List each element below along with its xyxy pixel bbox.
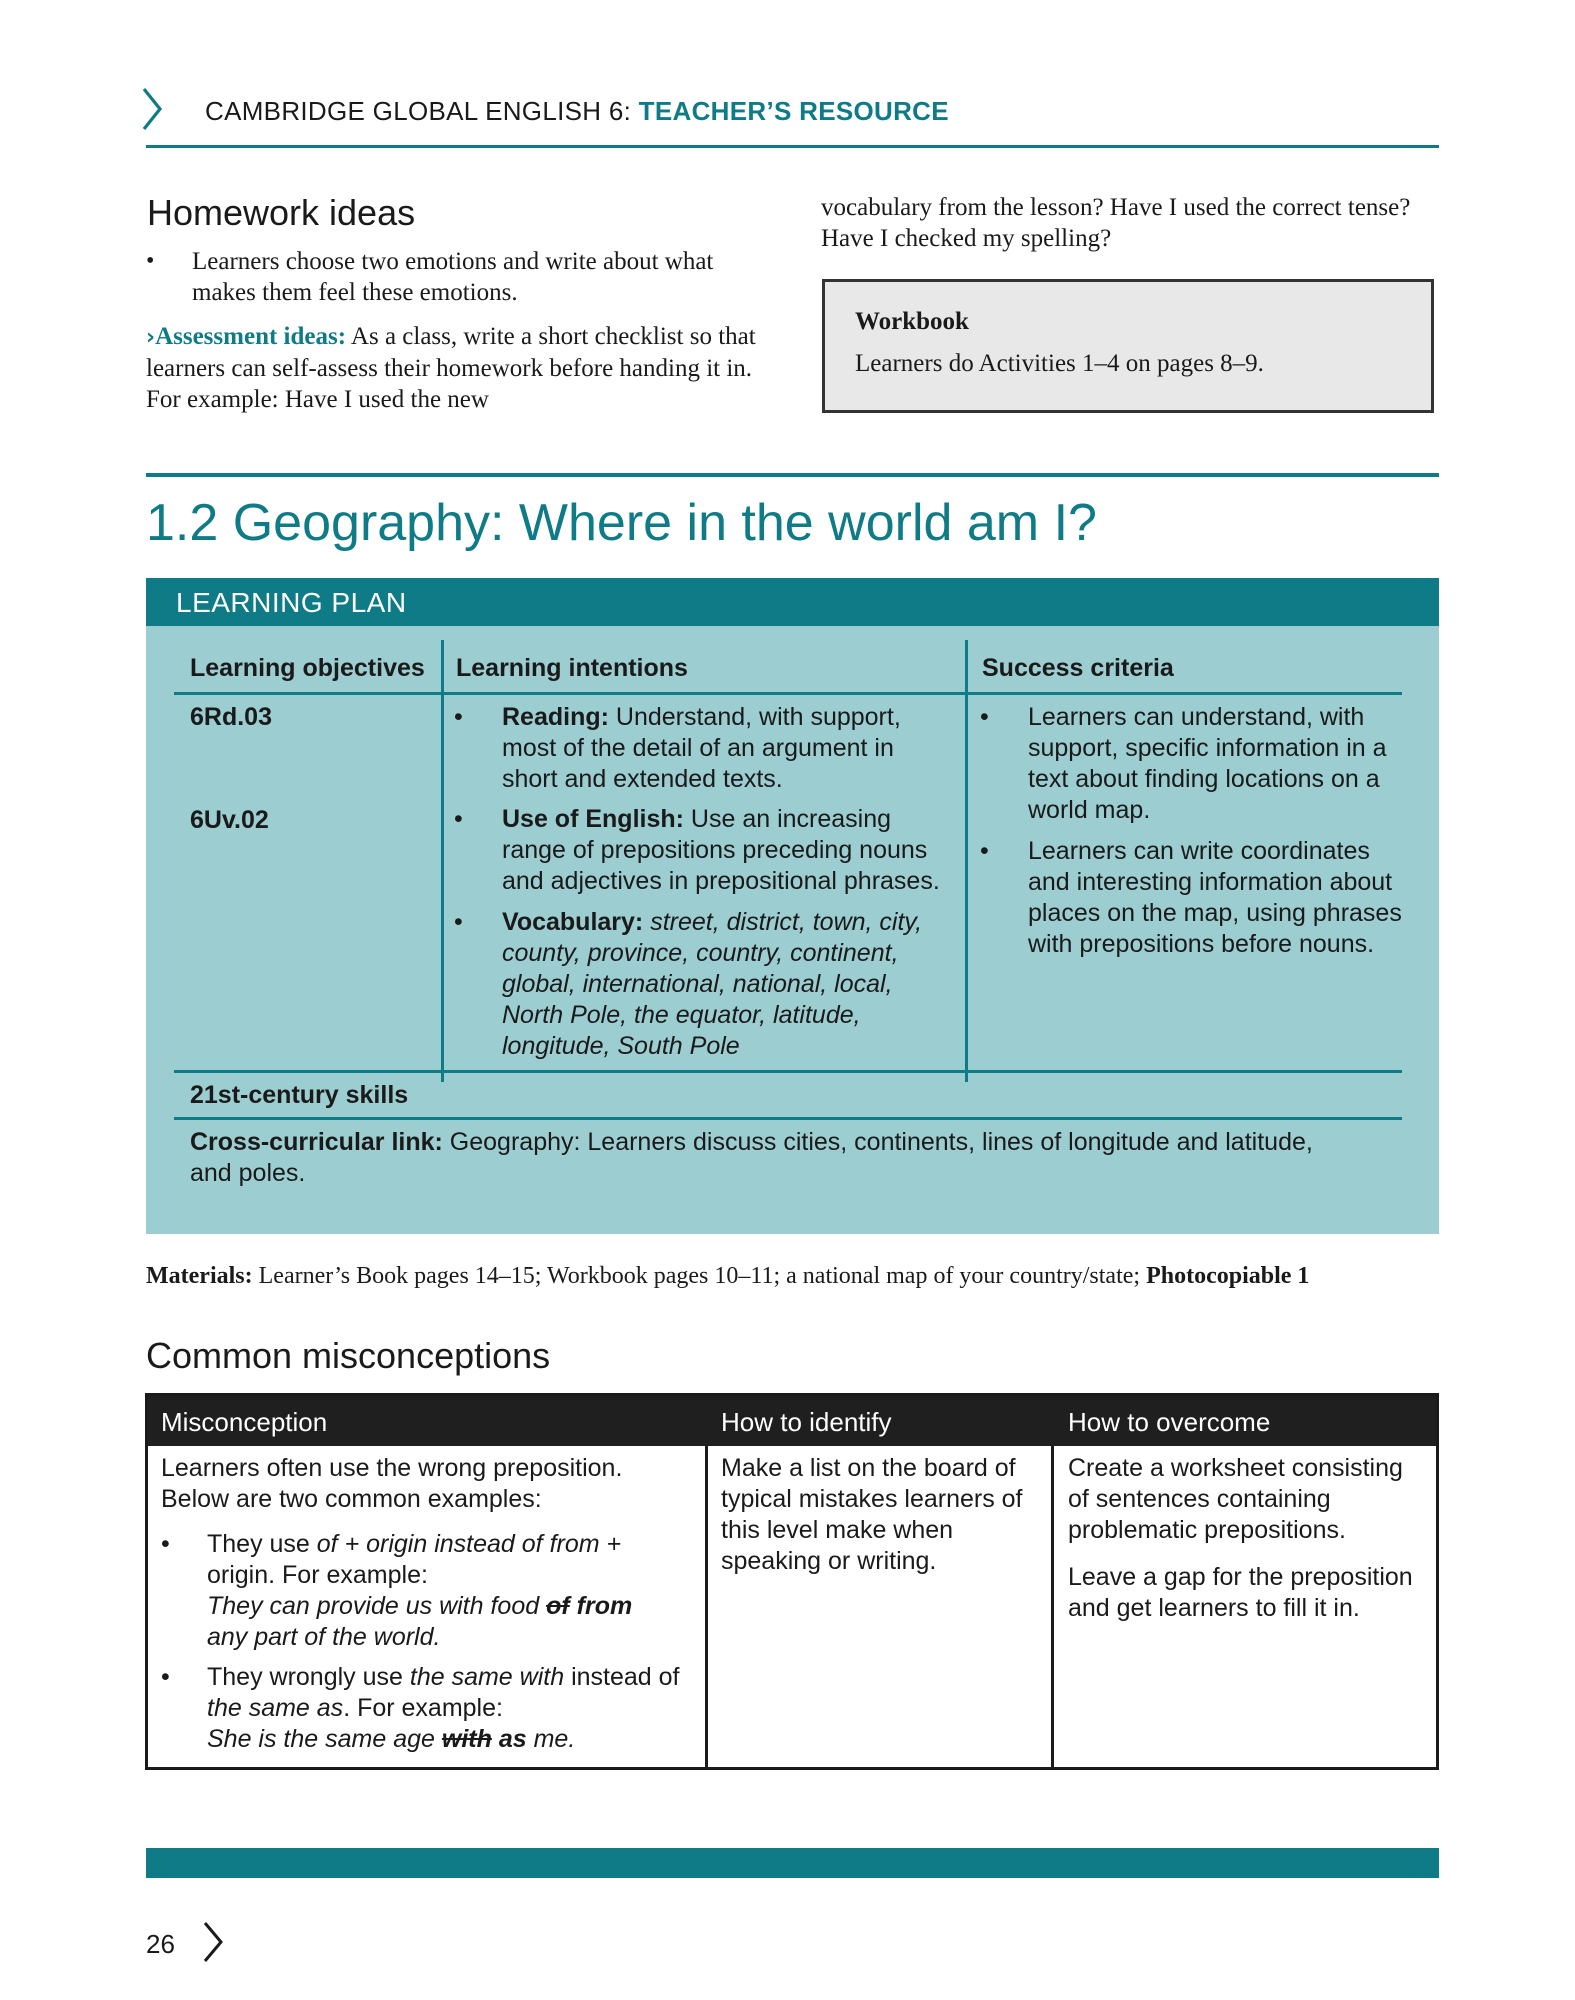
ex1-strike: of xyxy=(546,1592,570,1620)
intention-item xyxy=(454,702,952,795)
header-title xyxy=(205,96,949,127)
ex2-c: instead of xyxy=(564,1663,680,1691)
lp-header-rule xyxy=(174,692,1402,695)
homework-heading: Homework ideas xyxy=(147,192,416,233)
footer-bar xyxy=(146,1848,1439,1878)
chevron-right-icon: › xyxy=(146,325,156,350)
homework-bullet: • xyxy=(146,248,155,274)
ex2-bold: as xyxy=(491,1725,527,1753)
misconception-example xyxy=(161,1529,687,1653)
cross-label: Cross-curricular link: xyxy=(190,1128,443,1156)
ex2-f: She is the same age xyxy=(207,1725,442,1753)
col-overcome: How to overcome xyxy=(1068,1407,1271,1437)
workbook-text: Learners do Activities 1–4 on pages 8–9. xyxy=(855,350,1264,377)
intention-item xyxy=(454,907,952,1062)
bullet: • xyxy=(161,1530,170,1558)
bullet: • xyxy=(980,837,989,865)
bullet: • xyxy=(454,703,463,731)
misconceptions-table xyxy=(145,1393,1439,1770)
ex2-d: the same as xyxy=(207,1694,344,1722)
ex1-d: They can provide us with food xyxy=(207,1592,547,1620)
identify-text: Make a list on the board of typical mistakes learners of this level make when speaking or writing. xyxy=(721,1454,1023,1575)
assessment-continued: vocabulary from the lesson? Have I used the correct tense? Have I checked my spelling? xyxy=(821,194,1411,252)
intention-text: Understand, with support, most of the detail of an argument in short and extended texts. xyxy=(502,703,901,793)
misconception-example xyxy=(161,1662,687,1755)
ex2-strike: with xyxy=(441,1725,492,1753)
chevron-right-icon xyxy=(202,1920,224,1964)
cross-text: Geography: Learners discuss cities, continents, lines of longitude and latitude, and poles. xyxy=(190,1128,1313,1187)
objective: 6Uv.02 xyxy=(190,806,269,834)
section-title: 1.2 Geography: Where in the world am I? xyxy=(146,494,1097,552)
objective: 6Rd.03 xyxy=(190,703,272,731)
learning-plan-title: LEARNING PLAN xyxy=(176,587,407,618)
ex2-b: the same with xyxy=(409,1663,565,1691)
learning-plan-body xyxy=(146,626,1439,1234)
ex1-bold: from xyxy=(569,1592,633,1620)
section-rule xyxy=(146,473,1439,477)
assessment-ideas xyxy=(146,321,776,415)
bullet: • xyxy=(454,805,463,833)
header-title-main: CAMBRIDGE GLOBAL ENGLISH 6: xyxy=(205,96,639,126)
overcome-text-2: Leave a gap for the preposition and get learners to fill it in. xyxy=(1068,1563,1413,1622)
bullet: • xyxy=(980,703,989,731)
ex1-a: They use xyxy=(207,1530,317,1558)
materials-text: Learner’s Book pages 14–15; Workbook pages 10–11; a national map of your country/state; xyxy=(252,1263,1147,1289)
intention-item xyxy=(454,804,952,897)
assessment-text: As a class, write a short checklist so that learners can self-assess their homework before handing it in. For example: Have I used the new xyxy=(146,323,756,413)
homework-item: Learners choose two emotions and write about what makes them feel these emotions. xyxy=(192,248,714,306)
chevron-right-icon xyxy=(140,86,164,132)
col-criteria: Success criteria xyxy=(982,654,1174,682)
lp-divider xyxy=(965,640,968,1082)
ex1-c: origin. For example: xyxy=(207,1561,428,1589)
criteria-text: Learners can understand, with support, specific information in a text about finding locations on a world map. xyxy=(1028,703,1387,824)
overcome-text-1: Create a worksheet consisting of sentences containing problematic prepositions. xyxy=(1068,1454,1403,1544)
skills-heading: 21st-century skills xyxy=(190,1081,409,1109)
learning-plan-bar xyxy=(146,578,1439,626)
ex1-b: of + origin instead of from + xyxy=(316,1530,622,1558)
bullet: • xyxy=(454,908,463,936)
ex2-g: me. xyxy=(526,1725,576,1753)
criteria-item xyxy=(980,702,1408,826)
materials-label: Materials: xyxy=(146,1263,253,1289)
intention-label: Use of English: xyxy=(502,805,684,833)
mc-divider xyxy=(1051,1446,1054,1770)
misconception-intro: Learners often use the wrong preposition. Below are two common examples: xyxy=(161,1454,623,1513)
lp-skills-rule-bottom xyxy=(174,1117,1402,1120)
assessment-label: Assessment ideas: xyxy=(155,323,347,350)
intention-label: Vocabulary: xyxy=(502,908,644,936)
materials xyxy=(146,1263,1309,1290)
col-objectives: Learning objectives xyxy=(190,654,425,682)
mc-divider xyxy=(705,1446,708,1770)
col-intentions: Learning intentions xyxy=(456,654,688,682)
workbook-box xyxy=(822,279,1434,413)
col-misconception: Misconception xyxy=(161,1407,328,1437)
materials-tail: Photocopiable 1 xyxy=(1146,1263,1310,1289)
ex2-e: . For example: xyxy=(343,1694,503,1722)
criteria-text: Learners can write coordinates and interesting information about places on the map, using phrases with prepositions before nouns. xyxy=(1028,837,1402,958)
intention-text: Use an increasing range of prepositions preceding nouns and adjectives in prepositional phrases. xyxy=(502,805,940,895)
criteria-item xyxy=(980,836,1408,960)
header-rule xyxy=(146,145,1439,148)
lp-skills-rule-top xyxy=(174,1070,1402,1073)
workbook-title: Workbook xyxy=(855,308,969,335)
col-identify: How to identify xyxy=(721,1407,892,1437)
page-number: 26 xyxy=(146,1929,175,1959)
misconceptions-header-row xyxy=(148,1396,1436,1446)
intention-label: Reading: xyxy=(502,703,609,731)
header-title-sub: TEACHER’S RESOURCE xyxy=(638,96,949,126)
misconceptions-heading: Common misconceptions xyxy=(146,1335,551,1376)
lp-divider xyxy=(441,640,444,1082)
ex2-a: They wrongly use xyxy=(207,1663,410,1691)
cross-curricular-link xyxy=(190,1127,1340,1189)
intention-text: street, district, town, city, county, province, country, continent, global, international, national, local, North Pole, the equator, latitude, longitude, South Pole xyxy=(502,908,923,1060)
bullet: • xyxy=(161,1663,170,1691)
ex1-e: any part of the world. xyxy=(207,1623,441,1651)
